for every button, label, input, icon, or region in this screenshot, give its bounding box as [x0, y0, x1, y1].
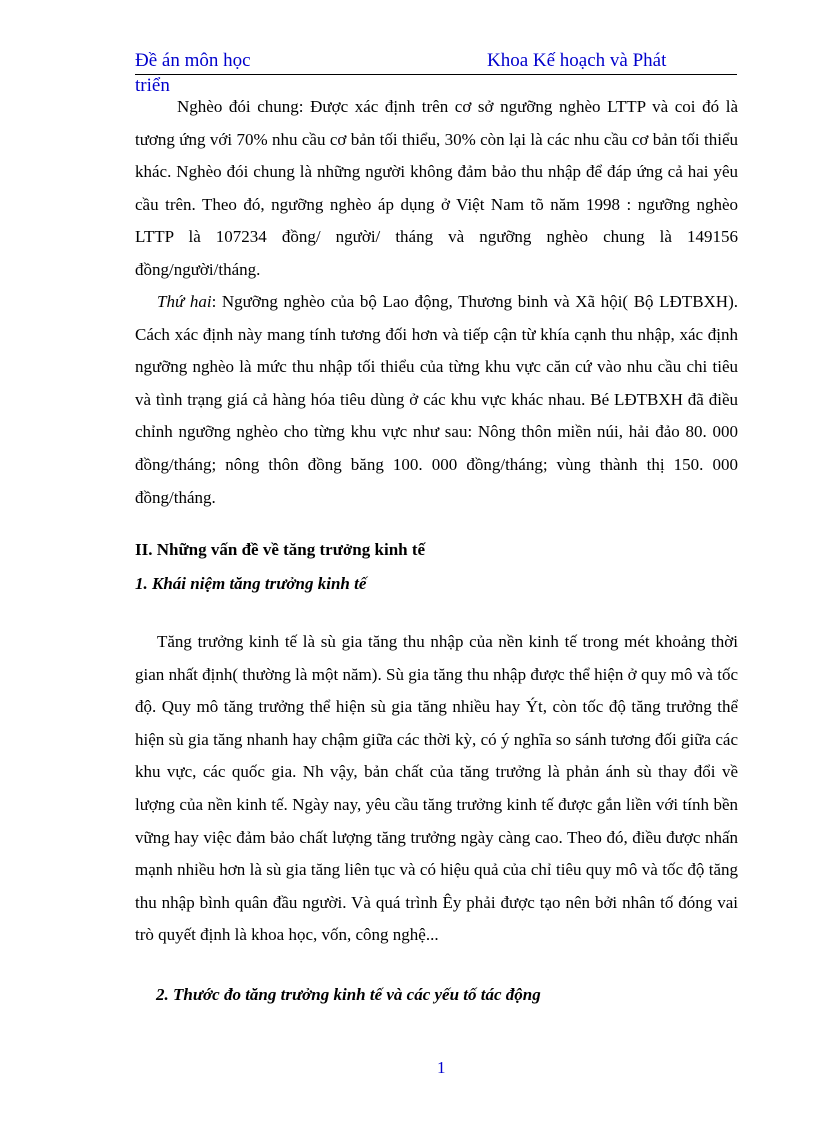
page-number: 1 [437, 1058, 446, 1077]
paragraph-text: : Ngưỡng nghèo của bộ Lao động, Thương binh và Xã hội( Bộ LĐTBXH). Cách xác định này mang tính tương đối hơn và tiếp cận từ khía cạnh thu nhập, xác định ngưỡng nghèo là mức thu nhập tối thiểu của từng khu vực căn cứ vào nhu cầu chi tiêu và tình trạng giá cả hàng hóa tiêu dùng ở các khu vực khác nhau. Bé LĐTBXH đã điều chỉnh ngưỡng nghèo cho từng khu vực như sau: Nông thôn miền núi, hải đảo 80. 000 đồng/tháng; nông thôn đồng băng 100. 000 đồng/tháng; vùng thành thị 150. 000 đồng/tháng. [135, 292, 738, 507]
paragraph-lead-italic: Thứ hai [157, 292, 212, 311]
page-header [135, 50, 737, 75]
header-course-title: Đề án môn học [135, 50, 251, 71]
paragraph-text: Tăng trưởng kinh tế là sù gia tăng thu nhập của nền kinh tế trong mét khoảng thời gian nhất định( thường là một năm). Sù gia tăng thu nhập được thể hiện ở quy mô và tốc độ. Quy mô tăng trưởng thể hiện sù gia tăng nhiều hay Ýt, còn tốc độ tăng trưởng thể hiện sù gia tăng nhanh hay chậm giữa các thời kỳ, có ý nghĩa so sánh tương đối giữa các khu vực, các quốc gia. Nh vậy, bản chất của tăng trưởng là phản ánh sù thay đổi về lượng của nền kinh tế. Ngày nay, yêu cầu tăng trưởng kinh tế được gắn liền với tính bền vững hay việc đảm bảo chất lượng tăng trưởng ngày càng cao. Theo đó, điều được nhấn mạnh nhiều hơn là sù gia tăng liên tục và có hiệu quả của chỉ tiêu quy mô và tốc độ tăng thu nhập bình quân đầu người. Và quá trình Êy phải được tạo nên bởi nhân tố đóng vai trò quyết định là khoa học, vốn, công nghệ... [135, 632, 738, 945]
paragraph-general-poverty [135, 91, 738, 287]
section-heading: II. Những vấn đề về tăng trưởng kinh tế [135, 540, 426, 559]
paragraph-growth-concept [135, 626, 738, 952]
subsection-heading-1: 1. Khái niệm tăng trưởng kinh tế [135, 574, 367, 593]
subsection-heading-2: 2. Thước đo tăng trưởng kinh tế và các yếu tố tác động [156, 985, 541, 1004]
header-faculty: Khoa Kế hoạch và Phát [487, 50, 667, 71]
header-faculty-continuation: triển [135, 75, 170, 96]
paragraph-text: Nghèo đói chung: Được xác định trên cơ sở ngưỡng nghèo LTTP và coi đó là tương ứng với 70% nhu cầu cơ bản tối thiểu, 30% còn lại là các nhu cầu cơ bản tối thiểu khác. Nghèo đói chung là những người không đảm bảo thu nhập để đáp ứng cả hai yêu cầu trên. Theo đó, ngưỡng nghèo áp dụng ở Việt Nam tõ năm 1998 : ngưỡng nghèo LTTP là 107234 đồng/ người/ tháng và ngưỡng nghèo chung là 149156 đồng/người/tháng. [135, 97, 738, 279]
paragraph-second-threshold [135, 286, 738, 514]
